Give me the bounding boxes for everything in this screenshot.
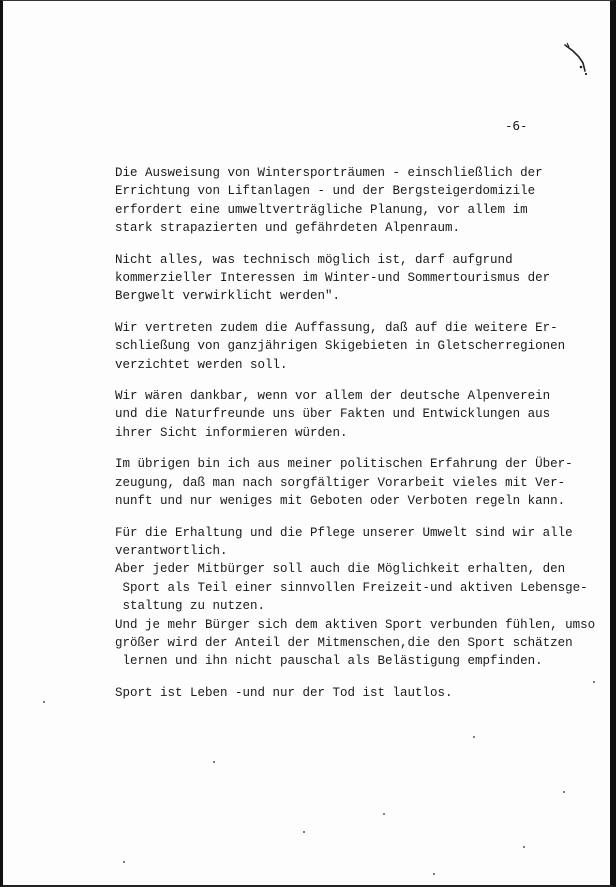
paragraph (115, 251, 575, 306)
text-line: Im übrigen bin ich aus meiner politischen Erfahrung der Über- (115, 457, 573, 472)
text-line: ihrer Sicht informieren würden. (115, 425, 348, 440)
text-line: Für die Erhaltung und die Pflege unserer Umwelt sind wir alle (115, 525, 573, 540)
text-line: Aber jeder Mitbürger soll auch die Möglichkeit erhalten, den (115, 562, 566, 577)
page-number: -6- (505, 118, 528, 133)
text-line: erfordert eine umweltverträgliche Planung, vor allem im (115, 202, 528, 217)
text-line: schließung von ganzjährigen Skigebieten in Gletscherregionen (115, 339, 566, 354)
text-line: nunft und nur weniges mit Geboten oder Verboten regeln kann. (115, 494, 566, 509)
text-line: verantwortlich. (115, 543, 228, 558)
paragraph (115, 387, 575, 442)
text-line: Errichtung von Liftanlagen - und der Bergsteigerdomizile (115, 184, 536, 199)
paragraph (115, 319, 575, 374)
text-line: Sport ist Leben -und nur der Tod ist lautlos. (115, 685, 453, 700)
text-line: Nicht alles, was technisch möglich ist, darf aufgrund (115, 252, 513, 267)
text-line: lernen und ihn nicht pauschal als Belästigung empfinden. (115, 654, 543, 669)
text-line: zeugung, daß man nach sorgfältiger Vorarbeit vieles mit Ver- (115, 475, 566, 490)
text-line: kommerzieller Interessen im Winter-und Sommertourismus der (115, 271, 551, 286)
paragraph (115, 164, 575, 238)
text-line: größer wird der Anteil der Mitmenschen,die den Sport schätzen (115, 635, 573, 650)
text-line: Sport als Teil einer sinnvollen Freizeit-und aktiven Lebensge- (115, 580, 588, 595)
paragraph (115, 524, 596, 671)
text-line: staltung zu nutzen. (115, 599, 266, 614)
scribble-mark-icon (563, 41, 589, 75)
paragraph (115, 455, 575, 510)
body-text (115, 164, 596, 702)
text-line: Wir wären dankbar, wenn vor allem der deutsche Alpenverein (115, 389, 551, 404)
text-line: Die Ausweisung von Wintersporträumen - einschließlich der (115, 166, 543, 180)
text-line: verzichtet werden soll. (115, 357, 288, 372)
text-line: stark strapazierten und gefährdeten Alpenraum. (115, 221, 461, 236)
text-line: Bergwelt verwirklicht werden". (115, 289, 341, 304)
text-line: Und je mehr Bürger sich dem aktiven Sport verbunden fühlen, umso (115, 617, 596, 632)
paragraph (115, 684, 575, 702)
text-line: Wir vertreten zudem die Auffassung, daß auf die weitere Er- (115, 320, 558, 335)
text-line: und die Naturfreunde uns über Fakten und Entwicklungen aus (115, 407, 551, 422)
